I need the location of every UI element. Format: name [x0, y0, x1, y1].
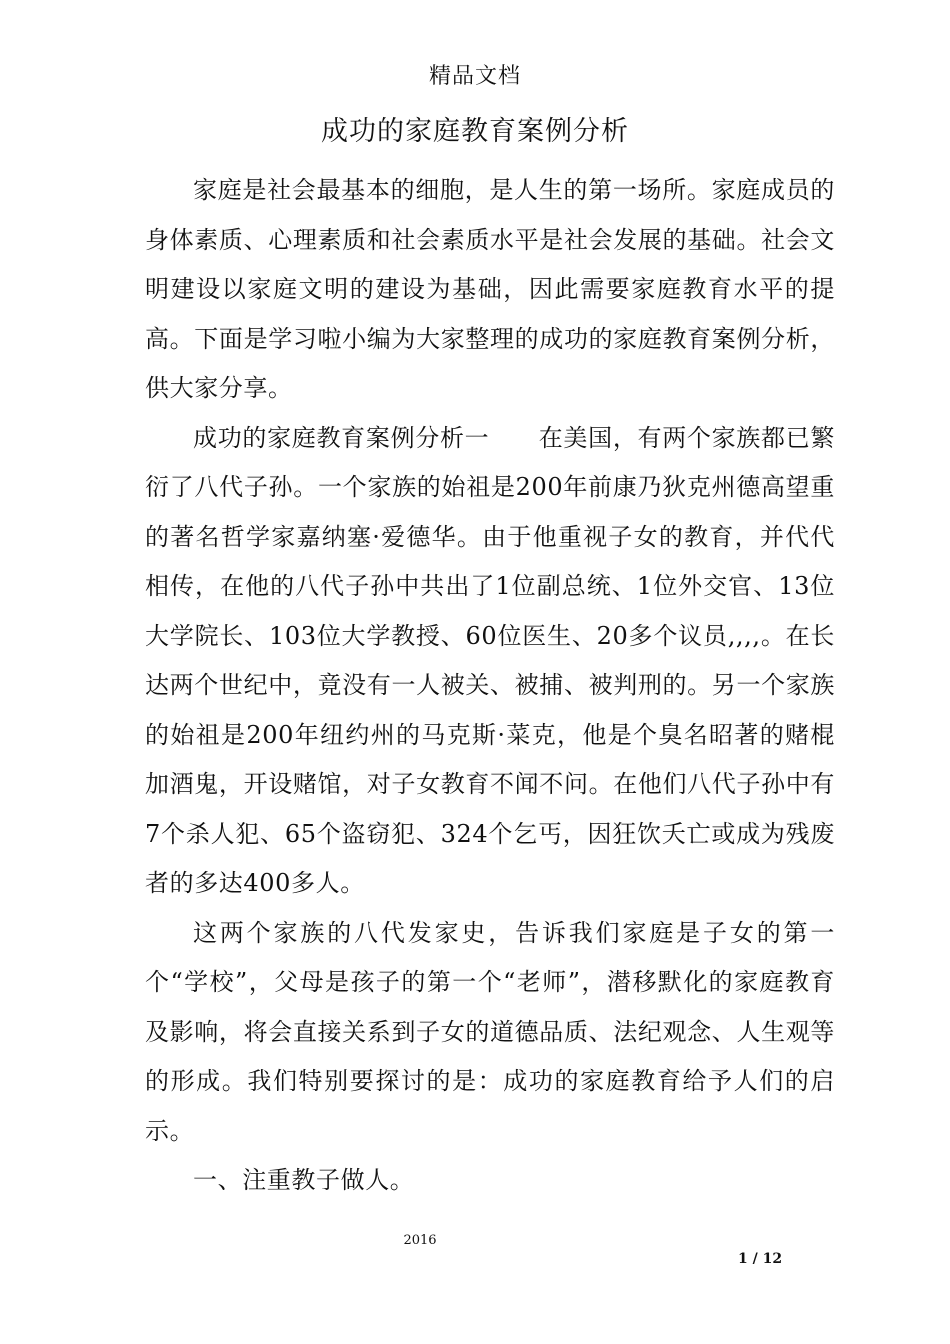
footer-year: 2016 — [403, 1233, 437, 1248]
document-title: 成功的家庭教育案例分析 — [321, 116, 629, 147]
body-paragraph: 成功的家庭教育案例分析一 在美国，有两个家族都已繁衍了八代子孙。一个家族的始祖是200年前康乃狄克州德高望重的著名哲学家嘉纳塞·爱德华。由于他重视子女的教育，并代代相传，在他的八代子孙中共出了1位副总统、1位外交官、13位大学院长、103位大学教授、60位医生、20多个议员,,,,。在长达两个世纪中，竟没有一人被关、被捕、被判刑的。另一个家族的始祖是200年纽约州的马克斯·菜克，他是个臭名昭著的赌棍加酒鬼，开设赌馆，对子女教育不闻不问。在他们八代子孙中有7个杀人犯、65个盗窃犯、324个乞丐，因狂饮夭亡或成为残废者的多达400多人。 — [145, 423, 835, 897]
document-body — [145, 166, 835, 1206]
body-paragraph: 一、注重教子做人。 — [193, 1166, 415, 1194]
page-number: 1 / 12 — [738, 1251, 783, 1267]
body-paragraph: 家庭是社会最基本的细胞，是人生的第一场所。家庭成员的身体素质、心理素质和社会素质水平是社会发展的基础。社会文明建设以家庭文明的建设为基础，因此需要家庭教育水平的提高。下面是学习啦小编为大家整理的成功的家庭教育案例分析，供大家分享。 — [145, 176, 835, 402]
page-header: 精品文档 — [428, 64, 521, 89]
body-paragraph: 这两个家族的八代发家史，告诉我们家庭是子女的第一个“学校”，父母是孩子的第一个“老师”，潜移默化的家庭教育及影响，将会直接关系到子女的道德品质、法纪观念、人生观等的形成。我们特别要探讨的是：成功的家庭教育给予人们的启示。 — [145, 918, 835, 1145]
